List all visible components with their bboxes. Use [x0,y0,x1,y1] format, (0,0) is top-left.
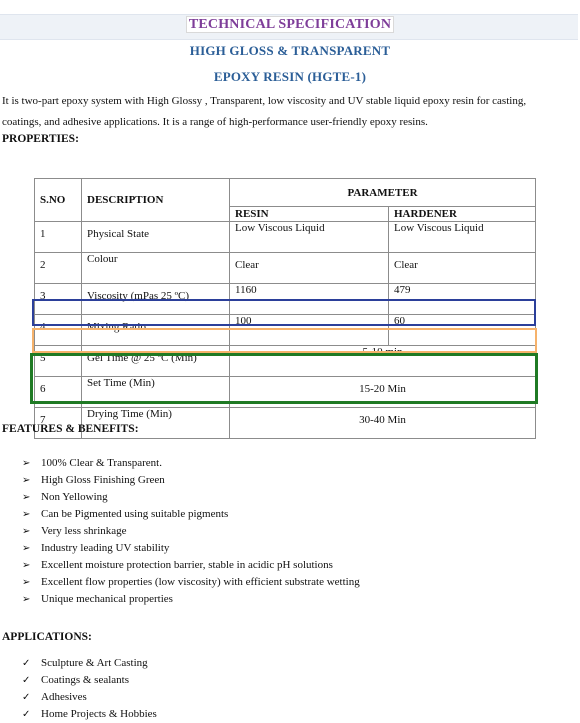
row-hardener: 60 [389,315,536,346]
features-heading: FEATURES & BENEFITS: [2,423,139,435]
list-item: ➢ Very less shrinkage [22,523,360,540]
row-resin: Low Viscous Liquid [230,222,389,253]
applications-heading: APPLICATIONS: [2,631,92,643]
row-sno: 3 [35,284,82,315]
table-row [35,315,536,346]
arrowhead-bullet-icon: ➢ [22,543,31,554]
arrowhead-bullet-icon: ➢ [22,492,31,503]
properties-heading: PROPERTIES: [2,133,79,145]
row-sno: 4 [35,315,82,346]
intro-line-1: It is two-part epoxy system with High Glossy , Transparent, low viscosity and UV stable liquid epoxy resin for casting, [2,95,527,107]
table-row [35,346,536,377]
list-item: ➢ Unique mechanical properties [22,591,360,608]
arrowhead-bullet-icon: ➢ [22,526,31,537]
row-description: Viscosity (mPas 25 ºC) [82,284,230,315]
row-sno: 6 [35,377,82,408]
row-hardener: 479 [389,284,536,315]
row-merged-value: 15-20 Min [230,377,536,408]
row-sno: 5 [35,346,82,377]
row-description: Gel Time @ 25 ºC (Min) [82,346,230,377]
properties-table [34,178,536,439]
list-item: ✓ Home Projects & Hobbies [22,706,157,723]
applications-list [22,655,157,723]
intro-paragraph [2,91,578,133]
column-header-parameter: PARAMETER [230,179,536,207]
product-name: EPOXY RESIN (HGTE-1) [213,69,367,84]
intro-line-2: coatings, and adhesive applications. It is a range of high-performance user-friendly epoxy resins. [2,116,428,128]
arrowhead-bullet-icon: ➢ [22,458,31,469]
list-item: ✓ Sculpture & Art Casting [22,655,157,672]
document-title: TECHNICAL SPECIFICATION [0,17,580,33]
row-description: Colour [82,253,230,284]
row-hardener: Low Viscous Liquid [389,222,536,253]
list-item: ➢ High Gloss Finishing Green [22,472,360,489]
checkmark-bullet-icon: ✓ [22,692,31,703]
column-header-description: DESCRIPTION [82,179,230,222]
arrowhead-bullet-icon: ➢ [22,560,31,571]
list-item: ➢ Non Yellowing [22,489,360,506]
list-item: ✓ Coatings & sealants [22,672,157,689]
row-description: Physical State [82,222,230,253]
arrowhead-bullet-icon: ➢ [22,475,31,486]
table-row [35,222,536,253]
table-row [35,253,536,284]
list-item: ✓ Adhesives [22,689,157,706]
row-description: Set Time (Min) [82,377,230,408]
checkmark-bullet-icon: ✓ [22,658,31,669]
column-header-sno: S.NO [35,179,82,222]
checkmark-bullet-icon: ✓ [22,709,31,720]
list-item: ➢ Can be Pigmented using suitable pigments [22,506,360,523]
row-merged-value: 5-10 min [230,346,536,377]
row-sno: 7 [35,408,82,439]
list-item: ➢ Industry leading UV stability [22,540,360,557]
table-row [35,377,536,408]
list-item: ➢ Excellent flow properties (low viscosity) with efficient substrate wetting [22,574,360,591]
row-resin: 1160 [230,284,389,315]
table-row [35,284,536,315]
row-description: Mixing Ratio [82,315,230,346]
row-sno: 2 [35,253,82,284]
arrowhead-bullet-icon: ➢ [22,594,31,605]
row-resin: 100 [230,315,389,346]
column-header-hardener: HARDENER [389,207,536,222]
features-list [22,455,360,608]
list-item: ➢ Excellent moisture protection barrier, stable in acidic pH solutions [22,557,360,574]
row-description: Drying Time (Min) [82,408,230,439]
row-resin: Clear [230,253,389,284]
document-subtitle: HIGH GLOSS & TRANSPARENT [189,43,391,58]
row-sno: 1 [35,222,82,253]
checkmark-bullet-icon: ✓ [22,675,31,686]
arrowhead-bullet-icon: ➢ [22,509,31,520]
row-merged-value: 30-40 Min [230,408,536,439]
table-header-row [35,179,536,207]
column-header-resin: RESIN [230,207,389,222]
arrowhead-bullet-icon: ➢ [22,577,31,588]
list-item: ➢ 100% Clear & Transparent. [22,455,360,472]
row-hardener: Clear [389,253,536,284]
